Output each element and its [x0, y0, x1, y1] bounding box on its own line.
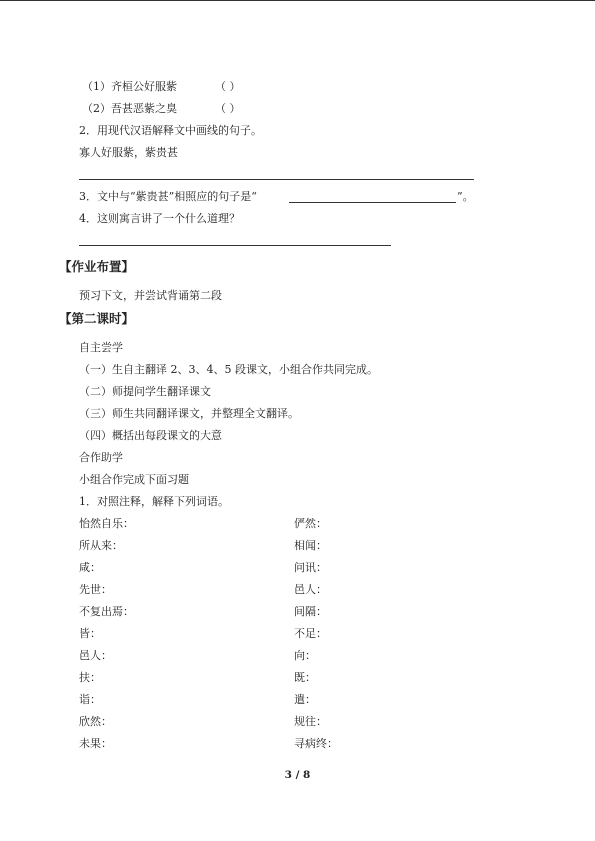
- self-study-label: 自主尝学: [79, 341, 123, 354]
- vocab-right-item: 规往：: [294, 715, 327, 728]
- question-3-prefix: 3．文中与“紫贵甚”相照应的句子是“: [79, 190, 257, 203]
- vocab-left-item: 皆：: [79, 627, 101, 640]
- vocab-right-item: 相闻：: [294, 539, 327, 552]
- vocab-left-item: 怡然自乐：: [79, 517, 134, 530]
- vocab-right-item: 不足：: [294, 627, 327, 640]
- vocab-left-item: 扶：: [79, 671, 101, 684]
- step-item: （三）师生共同翻译课文，并整理全文翻译。: [79, 407, 299, 420]
- homework-heading: 【作业布置】: [59, 259, 135, 274]
- group-task: 小组合作完成下面习题: [79, 473, 189, 486]
- answer-line-q4[interactable]: [79, 245, 391, 246]
- vocab-left-item: 邑人：: [79, 649, 112, 662]
- step-item: （四）概括出每段课文的大意: [79, 429, 222, 442]
- question-2-sentence: 寡人好服紫，紫贵甚: [79, 146, 178, 159]
- vocab-left-item: 诣：: [79, 693, 101, 706]
- question-1b-blank[interactable]: （ ）: [215, 102, 241, 115]
- vocab-right-item: 遣：: [294, 693, 316, 706]
- vocab-left-item: 咸：: [79, 561, 101, 574]
- vocab-left-item: 欣然：: [79, 715, 112, 728]
- step-item: （一）生自主翻译 2、3、4、5 段课文，小组合作共同完成。: [79, 363, 378, 376]
- page-top-border: [0, 0, 595, 1]
- vocab-left-item: 所从来：: [79, 539, 123, 552]
- question-1a: （1）齐桓公好服紫: [82, 80, 177, 93]
- coop-label: 合作助学: [79, 451, 123, 464]
- answer-line-q2[interactable]: [79, 179, 474, 180]
- vocab-left-item: 先世：: [79, 583, 112, 596]
- vocab-instruction: 1．对照注释，解释下列词语。: [79, 495, 229, 508]
- vocab-right-item: 俨然：: [294, 517, 327, 530]
- question-1b: （2）吾甚恶紫之臭: [82, 102, 177, 115]
- page-number: 3 / 8: [284, 769, 311, 781]
- vocab-right-item: 向：: [294, 649, 316, 662]
- homework-text: 预习下文，并尝试背诵第二段: [79, 289, 222, 302]
- vocab-left-item: 未果：: [79, 737, 112, 750]
- vocab-right-item: 邑人：: [294, 583, 327, 596]
- vocab-right-item: 问讯：: [294, 561, 327, 574]
- vocab-right-item: 既：: [294, 671, 316, 684]
- answer-line-q3[interactable]: [289, 202, 456, 203]
- question-3-suffix: ”。: [457, 190, 474, 203]
- vocab-left-item: 不复出焉：: [79, 605, 134, 618]
- vocab-right-item: 寻病终：: [294, 737, 338, 750]
- step-item: （二）师提问学生翻译课文: [79, 385, 211, 398]
- question-2: 2．用现代汉语解释文中画线的句子。: [79, 124, 262, 137]
- question-1a-blank[interactable]: （ ）: [215, 80, 241, 93]
- question-4: 4．这则寓言讲了一个什么道理？: [79, 212, 240, 225]
- second-lesson-heading: 【第二课时】: [59, 311, 135, 326]
- vocab-right-item: 间隔：: [294, 605, 327, 618]
